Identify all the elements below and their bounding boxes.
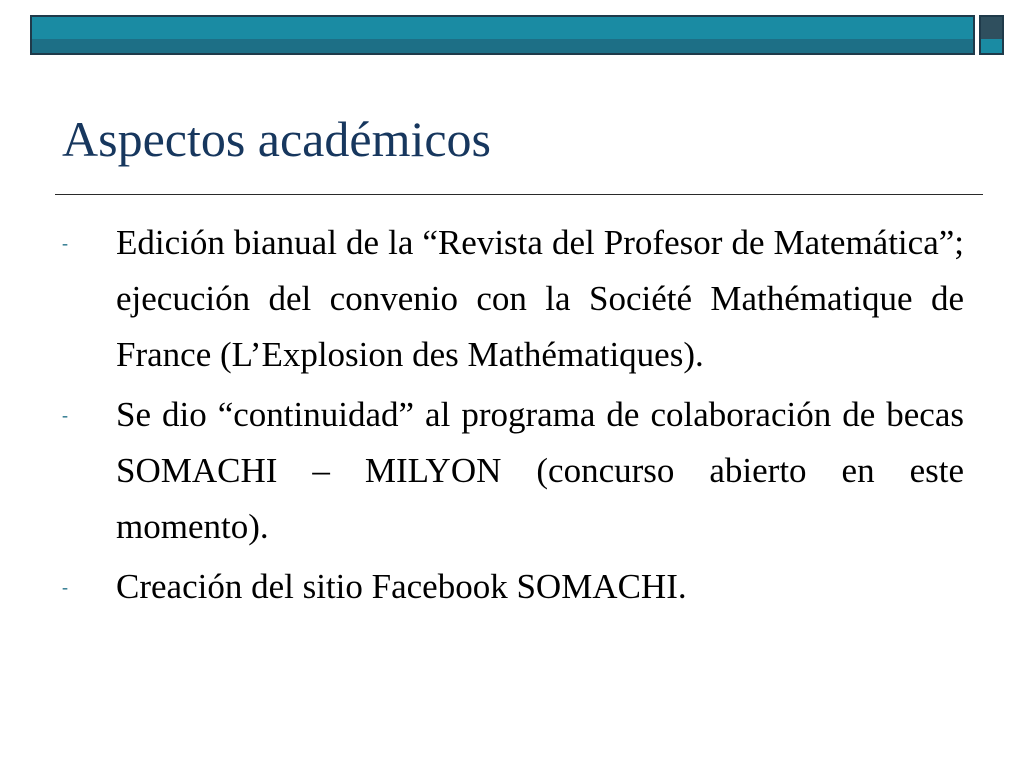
bullet-item [62, 559, 964, 615]
bullet-text: Edición bianual de la “Revista del Profesor de Matemática”; ejecución del convenio con la Société Mathématique de France (L’Explosion des Mathématiques). [116, 223, 964, 374]
bullet-item [62, 215, 964, 383]
header-corner-block-upper [981, 17, 1002, 39]
header-accent-bar-lower [32, 39, 973, 53]
bullet-marker: - [62, 233, 68, 253]
bullet-item [62, 387, 964, 555]
header-corner-block [979, 15, 1004, 55]
header-accent-bar [30, 15, 975, 55]
bullet-text: Creación del sitio Facebook SOMACHI. [116, 567, 687, 606]
bullet-text: Se dio “continuidad” al programa de colaboración de becas SOMACHI – MILYON (concurso abierto en este momento). [116, 395, 964, 546]
bullet-list [62, 215, 964, 615]
slide-title: Aspectos académicos [62, 111, 492, 167]
bullet-marker: - [62, 577, 68, 597]
title-divider [55, 194, 983, 195]
bullet-marker: - [62, 405, 68, 425]
